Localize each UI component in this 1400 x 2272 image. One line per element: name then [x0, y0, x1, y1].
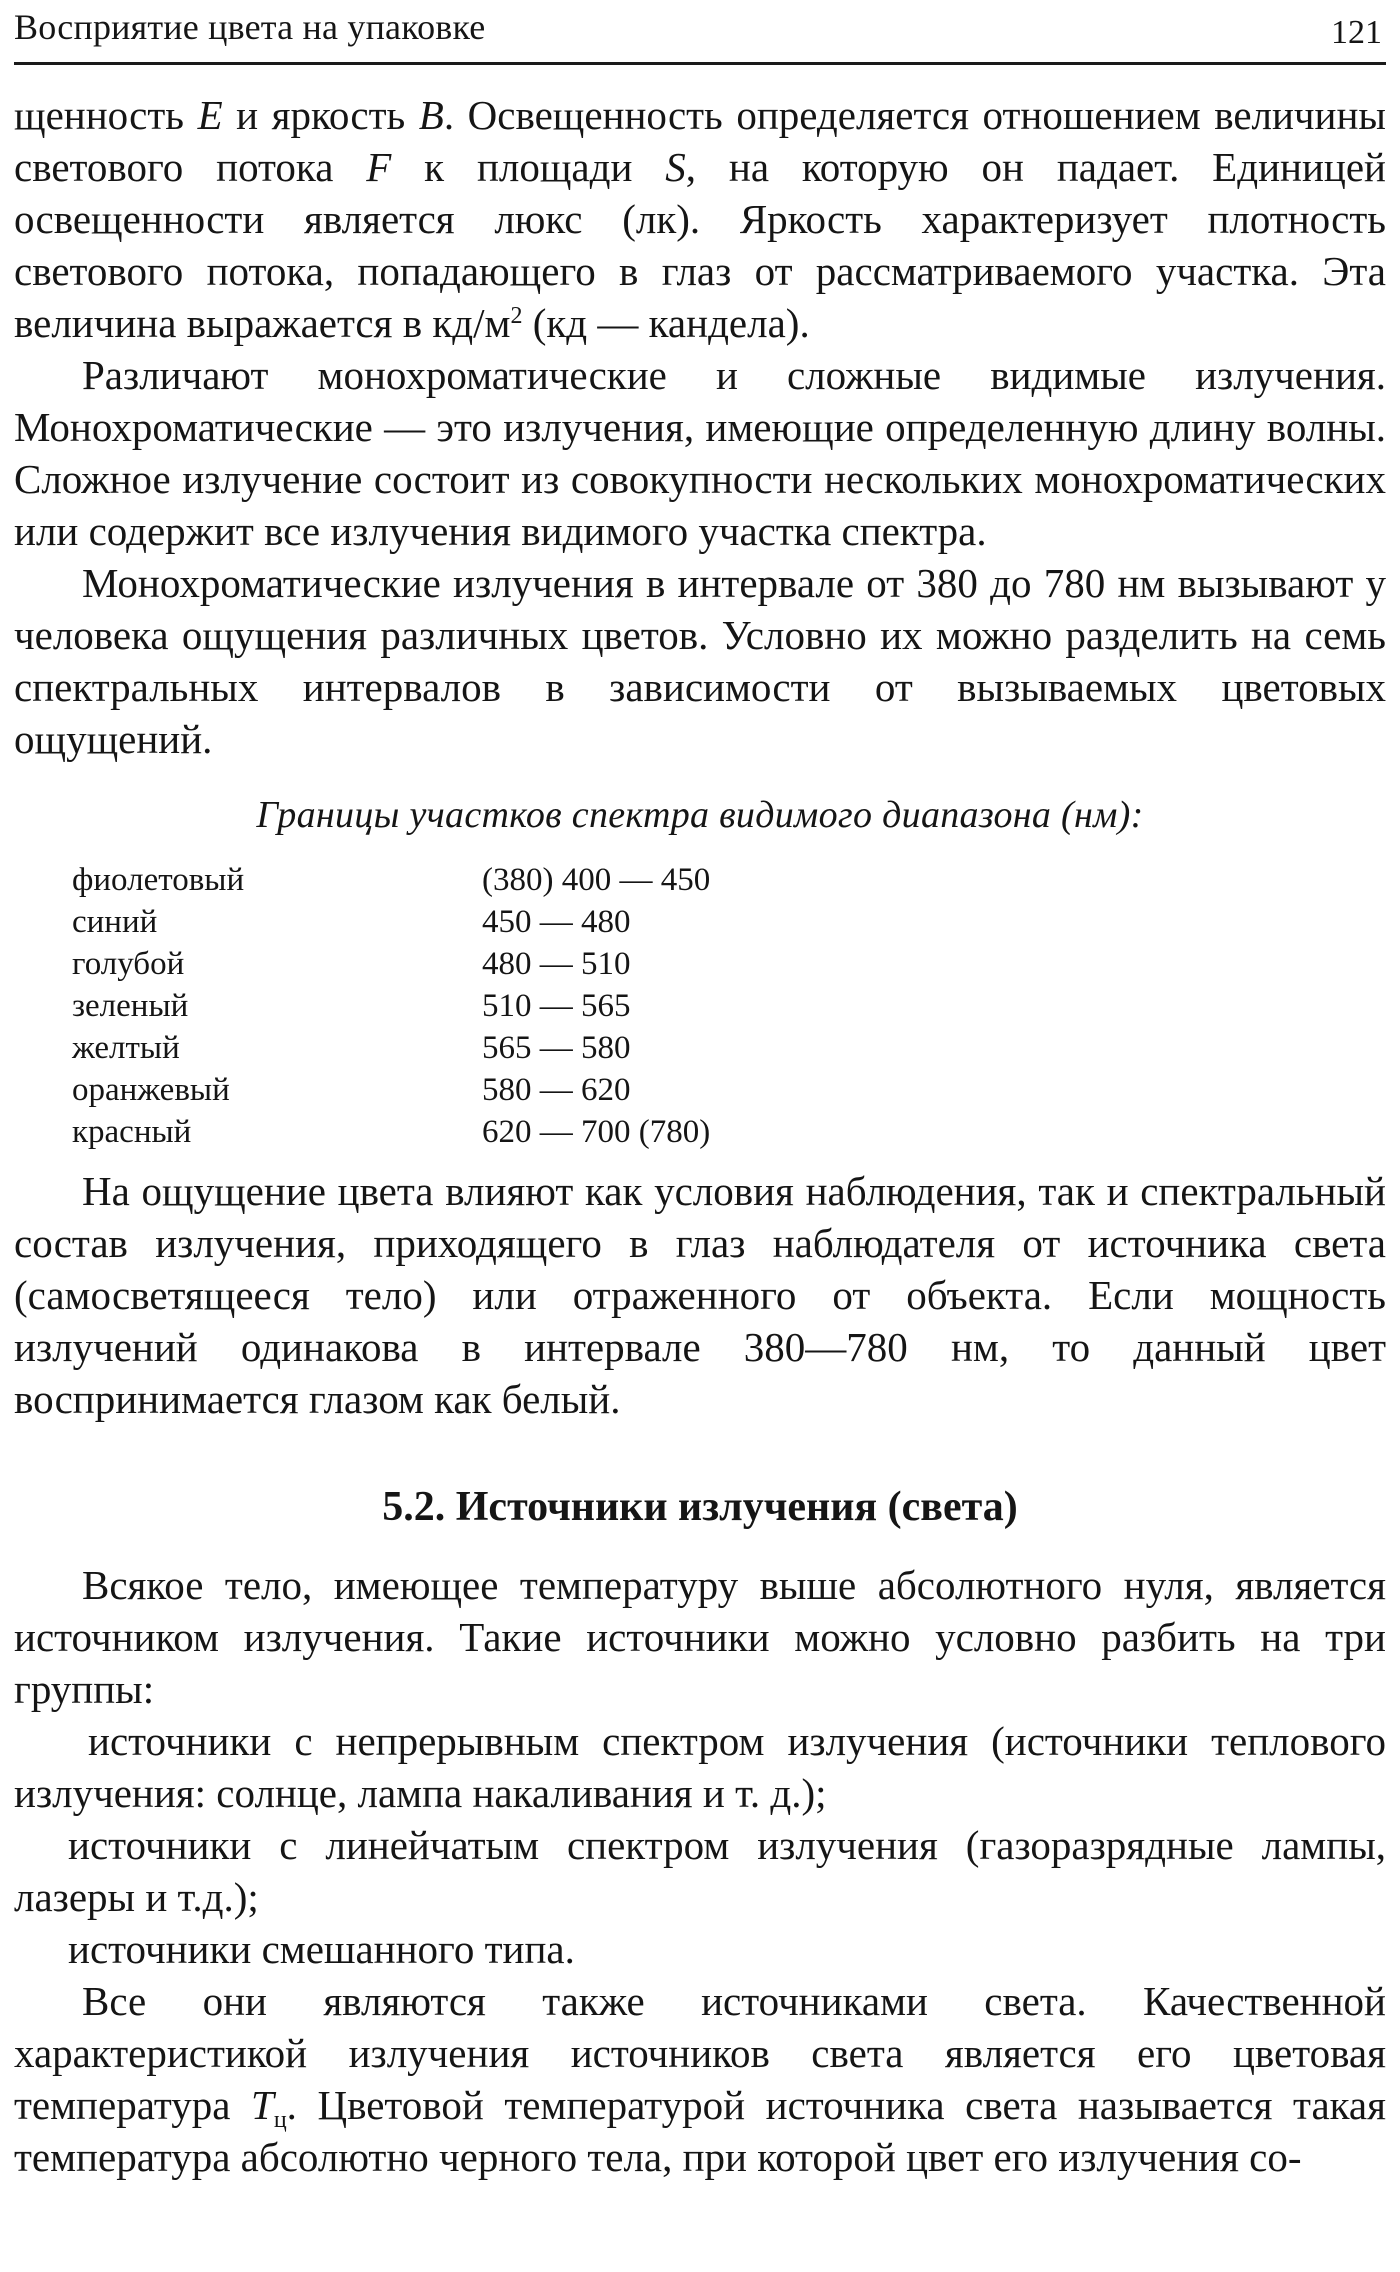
spectrum-row	[72, 943, 1386, 985]
wavelength-range: 565 — 580	[482, 1030, 631, 1066]
spectrum-row	[72, 1069, 1386, 1111]
superscript: 2	[510, 303, 523, 329]
text-fragment: . Цветовой температурой источника света называется такая температура абсолютно черного тела, при которой цвет его излучения со-	[14, 2082, 1386, 2180]
spectrum-row	[72, 985, 1386, 1027]
paragraph-illuminance	[14, 89, 1386, 349]
text-fragment: щенность	[14, 92, 198, 138]
color-name: красный	[72, 1114, 192, 1150]
subscript: ц	[273, 2107, 287, 2133]
paragraph-monochromatic: Монохроматические излучения в интервале от 380 до 780 нм вызывают у человека ощущения различных цветов. Условно их можно разделить на семь спектральных интервалов в зависимости от вызываемых цветовых ощущений.	[14, 560, 1386, 762]
page-number: 121	[1331, 14, 1382, 51]
page-content	[14, 65, 1386, 2183]
wavelength-range: 480 — 510	[482, 946, 631, 982]
spectrum-row	[72, 859, 1386, 901]
text-fragment: и яркость	[222, 92, 419, 138]
spectrum-row	[72, 1027, 1386, 1069]
list-item: источники с линейчатым спектром излучения (газоразрядные лампы, лазеры и т.д.);	[14, 1822, 1386, 1920]
symbol-f: F	[366, 144, 392, 190]
paragraph-sources-intro: Всякое тело, имеющее температуру выше абсолютного нуля, является источником излучения. Такие источники можно условно разбить на три группы:	[14, 1562, 1386, 1712]
section-title: 5.2. Источники излучения (света)	[382, 1484, 1018, 1530]
spectrum-caption: Границы участков спектра видимого диапазона (нм):	[256, 794, 1144, 836]
wavelength-range: (380) 400 — 450	[482, 862, 711, 898]
paragraph-color-temperature	[14, 1975, 1386, 2183]
symbol-b: B	[418, 92, 444, 138]
text-fragment: , на которую он падает. Единицей освещенности является люкс (лк). Яркость характеризует плотность светового потока, попадающего в глаз от рассматриваемого участка. Эта величина выражается в кд/м	[14, 144, 1386, 346]
text-fragment: . Освещенность определяется отношением величины светового потока	[14, 92, 1386, 190]
wavelength-range: 620 — 700 (780)	[482, 1114, 711, 1150]
running-header	[14, 0, 1386, 65]
paragraph-color-perception: На ощущение цвета влияют как условия наблюдения, так и спектральный состав излучения, приходящего в глаз наблюдателя от источника света (самосветящееся тело) или отраженного от объекта. Если мощность излучений одинакова в интервале 380—780 нм, то данный цвет воспринимается глазом как белый.	[14, 1168, 1386, 1422]
color-name: зеленый	[72, 988, 189, 1024]
wavelength-range: 450 — 480	[482, 904, 631, 940]
symbol-e: E	[197, 92, 223, 138]
color-name: оранжевый	[72, 1072, 230, 1108]
text-fragment: (кд — кандела).	[522, 300, 810, 346]
spectrum-row	[72, 901, 1386, 943]
text-fragment: к площади	[391, 144, 666, 190]
color-name: синий	[72, 904, 158, 940]
spectrum-table	[72, 859, 1386, 1153]
list-item: источники смешанного типа.	[68, 1926, 575, 1972]
paragraph-radiation-types: Различают монохроматические и сложные видимые излучения. Монохроматические — это излучения, имеющие определенную длину волны. Сложное излучение состоит из совокупности нескольких монохроматических или содержит все излучения видимого участка спектра.	[14, 352, 1386, 554]
color-name: желтый	[72, 1030, 180, 1066]
symbol-s: S	[665, 144, 686, 190]
spectrum-row	[72, 1111, 1386, 1153]
color-name: фиолетовый	[72, 862, 245, 898]
color-name: голубой	[72, 946, 185, 982]
symbol-t: T	[251, 2082, 274, 2128]
text-fragment: Все они являются также источниками света. Качественной характеристикой излучения источников света является его цветовая температура	[14, 1978, 1386, 2128]
wavelength-range: 580 — 620	[482, 1072, 631, 1108]
wavelength-range: 510 — 565	[482, 988, 631, 1024]
running-title: Восприятие цвета на упаковке	[14, 7, 486, 47]
list-item: источники с непрерывным спектром излучения (источники теплового излучения: солнце, лампа накаливания и т. д.);	[14, 1718, 1386, 1816]
